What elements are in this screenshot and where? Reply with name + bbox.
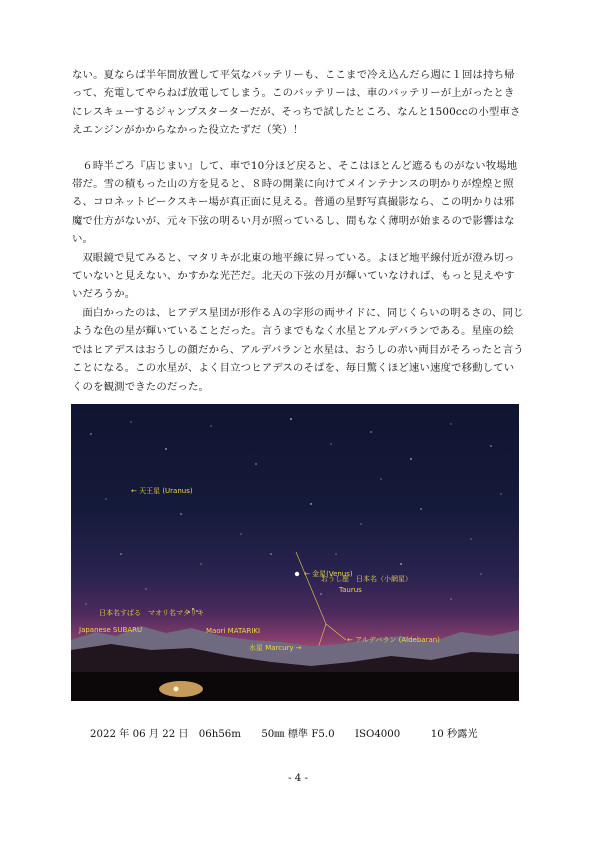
label-taurus-en: Taurus: [339, 586, 362, 594]
taurus-line: [296, 552, 326, 624]
label-venus: ← 金星(Venus): [304, 570, 353, 578]
label-subaru-en: Japanese SUBARU: [79, 626, 143, 634]
paragraph-3: 双眼鏡で見てみると、マタリキが北東の地平線に昇っている。よほど地平線付近が澄み切っていないと見えない、かすかな光芒だ。北天の下弦の月が輝いていなければ、もっと見えやすいだろうか。: [72, 251, 515, 301]
label-taurus-jp: おうし座 日本名（小網星）: [321, 575, 412, 583]
page-number: - 4 -: [288, 773, 308, 784]
photo-caption: 2022 年 06 月 22 日 06h56m 50㎜ 標準 F5.0 ISO4000 10 秒露光: [90, 729, 478, 740]
ski-field-lights: [159, 681, 203, 697]
photo-drawing: [71, 404, 519, 701]
paragraph-4: 面白かったのは、ヒアデス星団が形作るＡの字形の両サイドに、同じくらいの明るさの、同じような色の星が輝いていることだった。言うまでもなく水星とアルデバランである。星座の絵ではヒアデスはおうしの顔だから、アルデバランと水星は、おうしの赤い両目がそろったと言うことになる。この水星が、よく目立つヒアデスのそばを、毎日驚くほど速い速度で移動していくのを観測できたのだった。: [72, 306, 524, 393]
foreground: [71, 672, 519, 701]
taurus-line: [326, 624, 346, 640]
body-text: [72, 66, 524, 396]
paragraph-1: ない。夏ならば半年間放置して平気なバッテリーも、ここまで冷え込んだら週に１回は持ち帰って、充電してやらねば放電してしまう。このバッテリーは、車のバッテリーが上がったときにレスキューするジャンプスターターだが、そっちで試したところ、なんと1500ccの小型車さえエンジンがかからなかった役立たずだ（笑）！: [72, 69, 521, 137]
label-uranus: ← 天王星 (Uranus): [131, 487, 193, 495]
paragraph-2: ６時半ごろ『店じまい』して、車で10分ほど戻ると、そこはほとんど遮るものがない牧場地帯だ。雪の積もった山の方を見ると、８時の開業に向けてメインテナンスの明かりが煌煌と照る、コロネットピークスキー場が真正面に見える。普通の星野写真撮影なら、この明かりは邪魔で仕方がないが、元々下弦の明るい月が照っているし、間もなく薄明が始まるので影響はない。: [72, 159, 518, 246]
label-aldebaran: ← アルデバラン (Aldebaran): [347, 636, 440, 644]
venus-star: [295, 572, 299, 576]
night-sky-photo: [71, 404, 519, 701]
light-source: [174, 687, 179, 692]
label-subaru-jp: 日本名すばる マオリ名マタリキ: [99, 609, 204, 617]
star-field: [86, 418, 502, 604]
label-matariki: Maori MATARIKI: [206, 627, 261, 635]
label-mercury: 水星 Marcury →: [249, 644, 302, 652]
